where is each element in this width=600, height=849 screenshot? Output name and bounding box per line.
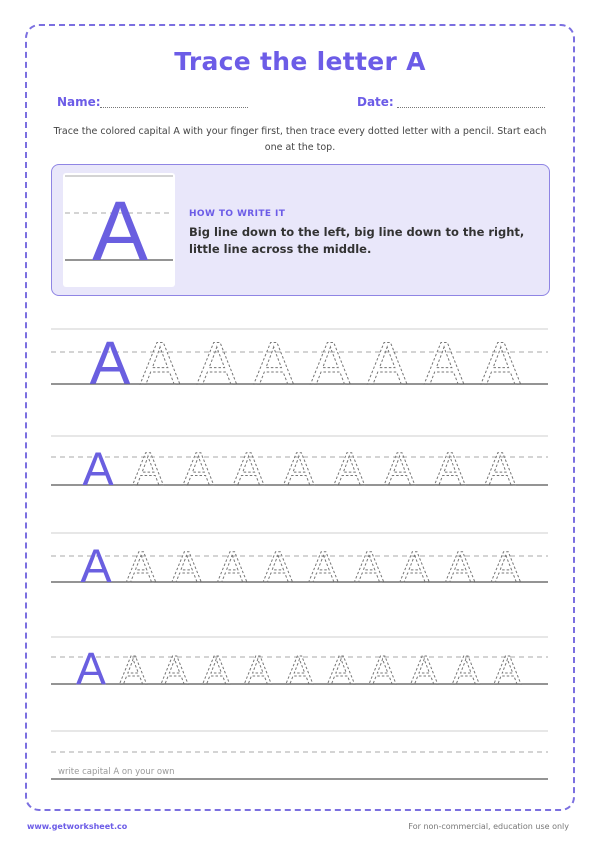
trace-letter[interactable]: A [327, 647, 355, 693]
example-letter: A [91, 184, 149, 278]
trace-letter[interactable]: A [253, 330, 294, 397]
trace-letter[interactable]: A [423, 330, 465, 397]
trace-letter[interactable]: A [452, 647, 480, 693]
trace-letter[interactable]: A [217, 543, 247, 592]
practice-row [51, 533, 548, 592]
name-label: Name: [57, 95, 101, 109]
trace-letter[interactable]: A [139, 330, 181, 397]
trace-letter[interactable]: A [171, 543, 202, 592]
trace-letter[interactable]: A [126, 543, 156, 592]
page-title: Trace the letter A [174, 47, 426, 76]
instructions-text: Trace the colored capital A with your finger first, then trace every dotted letter with a pencil. Start each one at the top. [53, 126, 547, 153]
trace-letter[interactable]: A [244, 647, 272, 693]
footer-site[interactable]: www.getworksheet.co [27, 822, 128, 831]
how-to-heading: HOW TO WRITE IT [189, 209, 286, 219]
trace-letter[interactable]: A [367, 330, 408, 397]
trace-letter[interactable]: A [384, 443, 415, 495]
practice-row [51, 329, 548, 397]
model-letter: A [80, 539, 112, 592]
free-write-label: write capital A on your own [58, 767, 175, 777]
trace-letter[interactable]: A [283, 443, 315, 495]
trace-letter[interactable]: A [310, 330, 351, 397]
trace-letter[interactable]: A [263, 543, 293, 592]
trace-letter[interactable]: A [491, 543, 521, 592]
trace-letter[interactable]: A [434, 443, 466, 495]
trace-letter[interactable]: A [308, 543, 339, 592]
practice-row [51, 637, 548, 694]
trace-letter[interactable]: A [493, 647, 522, 693]
trace-letter[interactable]: A [333, 443, 365, 495]
trace-letter[interactable]: A [233, 443, 264, 495]
practice-row [51, 436, 548, 495]
trace-letter[interactable]: A [202, 647, 230, 693]
trace-letter[interactable]: A [285, 647, 314, 693]
trace-letter[interactable]: A [399, 543, 430, 592]
trace-letter[interactable]: A [410, 647, 438, 693]
model-letter: A [89, 329, 131, 397]
trace-letter[interactable]: A [354, 543, 384, 592]
trace-letter[interactable]: A [445, 543, 475, 592]
trace-letter[interactable]: A [480, 330, 521, 397]
trace-letter[interactable]: A [368, 647, 397, 693]
model-letter: A [75, 643, 107, 694]
date-label: Date: [357, 95, 394, 109]
trace-letter[interactable]: A [132, 443, 164, 495]
trace-letter[interactable]: A [160, 647, 189, 693]
how-to-text: Big line down to the left, big line down to the right, little line across the middle. [189, 225, 525, 256]
footer-note: For non-commercial, education use only [408, 822, 569, 831]
trace-letter[interactable]: A [196, 330, 237, 397]
model-letter: A [82, 442, 114, 495]
trace-letter[interactable]: A [484, 443, 516, 495]
trace-letter[interactable]: A [119, 647, 147, 693]
trace-letter[interactable]: A [182, 443, 214, 495]
